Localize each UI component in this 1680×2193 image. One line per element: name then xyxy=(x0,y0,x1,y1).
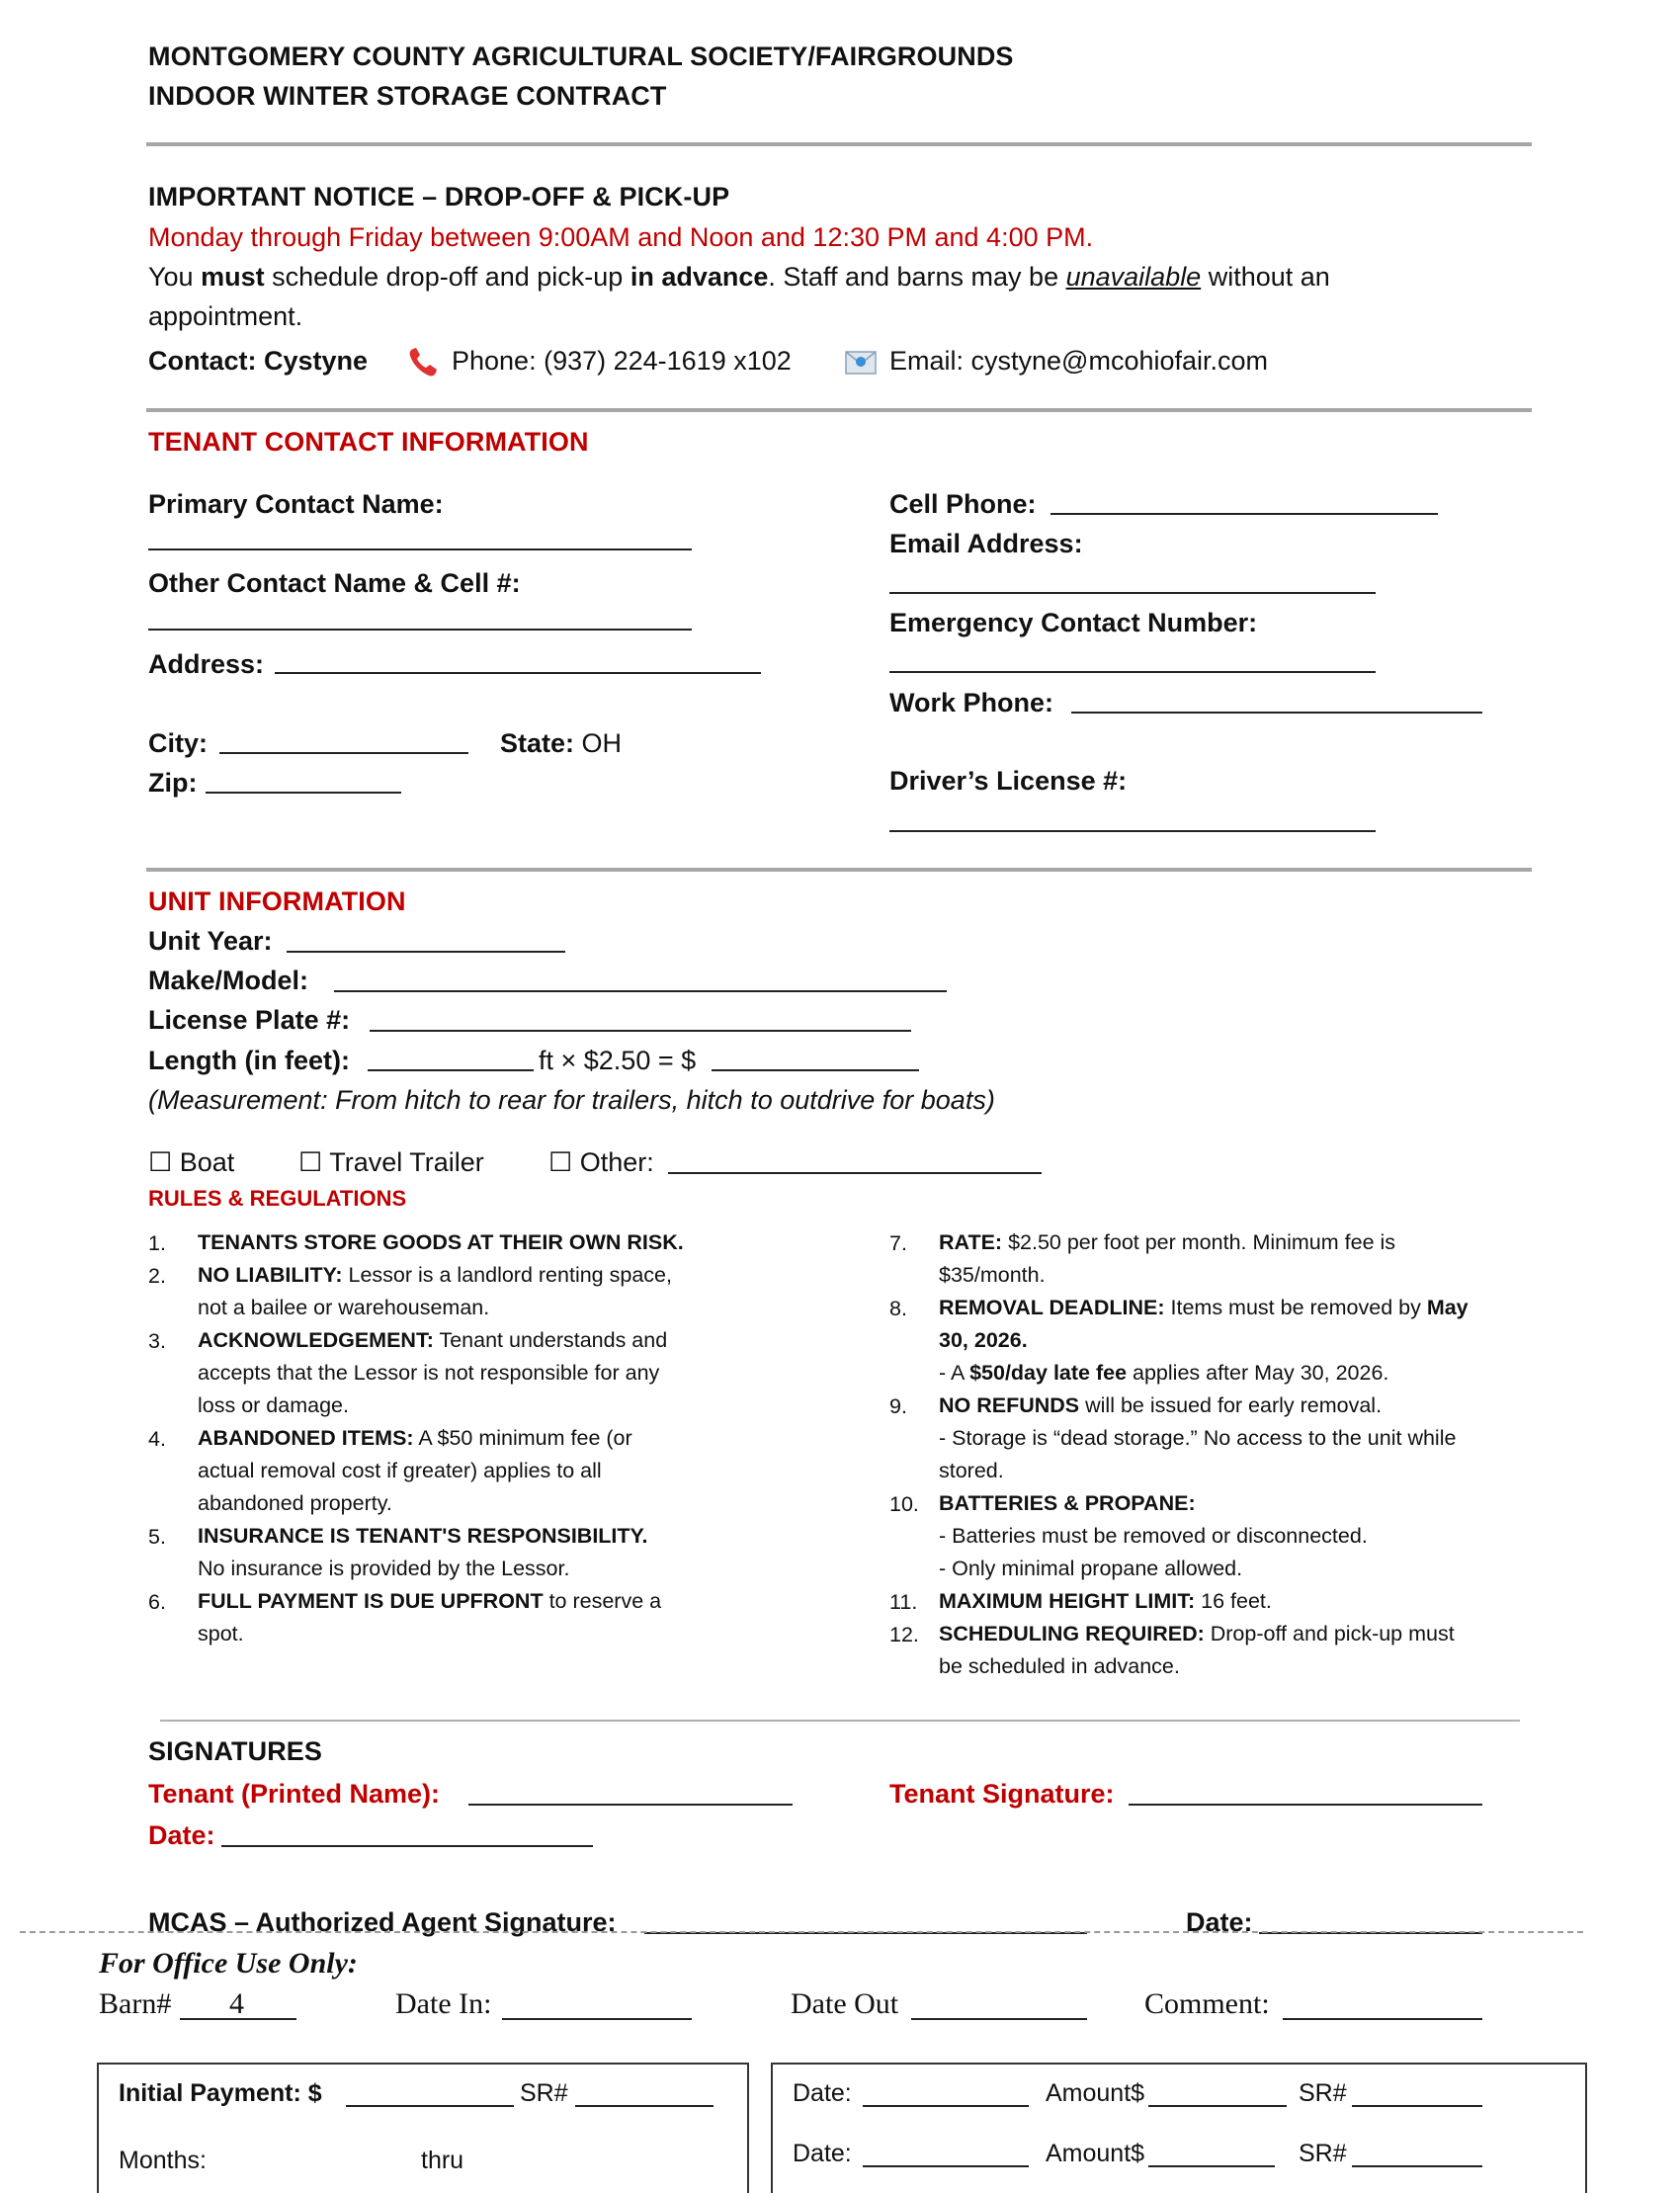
unit-year-field[interactable] xyxy=(287,951,565,953)
sr2-label-2: SR# xyxy=(1299,2140,1347,2167)
rule-text: MAXIMUM HEIGHT LIMIT: 16 feet. xyxy=(939,1589,1272,1613)
rule-number: 2. xyxy=(148,1264,166,1288)
months-label: Months: xyxy=(119,2147,207,2174)
rule-number: 3. xyxy=(148,1329,166,1353)
rule-text: ABANDONED ITEMS: A $50 minimum fee (or actual removal cost if greater) applies to all abandoned property. xyxy=(198,1426,632,1515)
date-in-label: Date In: xyxy=(395,1987,492,2020)
payment-date-field[interactable] xyxy=(863,2105,1029,2107)
make-model-field[interactable] xyxy=(334,990,947,992)
comment-label: Comment: xyxy=(1144,1987,1270,2020)
sr-field[interactable] xyxy=(575,2105,714,2107)
work-phone-field[interactable] xyxy=(1071,712,1482,714)
thru-label: thru xyxy=(421,2147,464,2174)
other-field[interactable] xyxy=(668,1172,1042,1174)
rule-number: 7. xyxy=(889,1231,907,1255)
drivers-license-field[interactable] xyxy=(889,830,1376,832)
agent-date-label: Date: xyxy=(1186,1907,1253,1937)
office-use-title: For Office Use Only: xyxy=(99,1947,358,1980)
drivers-license-label: Driver’s License #: xyxy=(889,766,1128,796)
length-label: Length (in feet): xyxy=(148,1046,350,1075)
unit-section-title: UNIT INFORMATION xyxy=(148,886,406,916)
rule-text: REMOVAL DEADLINE: Items must be removed by May 30, 2026. - A $50/day late fee applies after May 30, 2026. xyxy=(939,1296,1469,1385)
rule-text: NO LIABILITY: Lessor is a landlord renting space, not a bailee or warehouseman. xyxy=(198,1263,672,1319)
email-address-field[interactable] xyxy=(889,592,1376,594)
rule-number: 9. xyxy=(889,1394,907,1418)
rule-text: TENANTS STORE GOODS AT THEIR OWN RISK. xyxy=(198,1230,684,1254)
state-field[interactable]: State: OH xyxy=(500,728,623,758)
measurement-note: (Measurement: From hitch to rear for trailers, hitch to outdrive for boats) xyxy=(148,1085,995,1115)
divider xyxy=(146,142,1532,146)
tenant-section-title: TENANT CONTACT INFORMATION xyxy=(148,427,589,457)
agent-signature-label: MCAS – Authorized Agent Signature: xyxy=(148,1907,617,1937)
rule-text: RATE: $2.50 per foot per month. Minimum fee is $35/month. xyxy=(939,1230,1396,1287)
other-contact-field[interactable] xyxy=(148,629,692,631)
sr-label: SR# xyxy=(520,2079,568,2107)
tenant-printed-field[interactable] xyxy=(468,1804,793,1806)
tenant-printed-label: Tenant (Printed Name): xyxy=(148,1779,441,1809)
rule-number: 1. xyxy=(148,1231,166,1255)
cut-line xyxy=(20,1931,1583,1933)
license-plate-label: License Plate #: xyxy=(148,1005,351,1035)
length-field[interactable] xyxy=(368,1069,534,1071)
barn-label: Barn# xyxy=(99,1987,172,2020)
address-field[interactable] xyxy=(275,672,761,674)
signatures-title: SIGNATURES xyxy=(148,1736,323,1766)
contact-phone[interactable]: Phone: (937) 224-1619 x102 xyxy=(452,346,792,376)
rule-number: 11. xyxy=(889,1590,918,1614)
notice-appointment: appointment. xyxy=(148,301,303,331)
telephone-icon xyxy=(406,346,440,380)
cell-phone-field[interactable] xyxy=(1050,513,1438,515)
initial-payment-label: Initial Payment: $ xyxy=(119,2079,322,2107)
contract-title: INDOOR WINTER STORAGE CONTRACT xyxy=(148,81,667,111)
contact-name: Contact: Cystyne xyxy=(148,346,369,376)
address-label: Address: xyxy=(148,649,265,679)
total-field[interactable] xyxy=(712,1069,919,1071)
date-label: Date: xyxy=(148,1820,215,1850)
rule-number: 10. xyxy=(889,1492,919,1516)
other-contact-label: Other Contact Name & Cell #: xyxy=(148,568,521,598)
notice-title: IMPORTANT NOTICE – DROP-OFF & PICK-UP xyxy=(148,182,730,211)
city-label: City: xyxy=(148,728,208,758)
date-out-label: Date Out xyxy=(791,1987,899,2020)
barn-field[interactable] xyxy=(180,2018,296,2020)
date-in-field[interactable] xyxy=(502,2018,692,2020)
rule-text: ACKNOWLEDGEMENT: Tenant understands and accepts that the Lessor is not responsible for any loss or damage. xyxy=(198,1328,668,1417)
city-field[interactable] xyxy=(219,752,468,754)
rule-text: INSURANCE IS TENANT'S RESPONSIBILITY. No insurance is provided by the Lessor. xyxy=(198,1524,648,1580)
rule-text: BATTERIES & PROPANE: - Batteries must be removed or disconnected. - Only minimal propane allowed. xyxy=(939,1491,1368,1580)
amount-field[interactable] xyxy=(1148,2105,1287,2107)
work-phone-label: Work Phone: xyxy=(889,688,1054,717)
make-model-label: Make/Model: xyxy=(148,966,309,995)
rule-number: 5. xyxy=(148,1525,166,1549)
rule-text: NO REFUNDS will be issued for early removal. - Storage is “dead storage.” No access to the unit while stored. xyxy=(939,1393,1457,1482)
zip-label: Zip: xyxy=(148,768,198,798)
sr2-label: SR# xyxy=(1299,2079,1347,2107)
org-title: MONTGOMERY COUNTY AGRICULTURAL SOCIETY/FAIRGROUNDS xyxy=(148,42,1014,71)
cell-phone-label: Cell Phone: xyxy=(889,489,1037,519)
boat-checkbox[interactable]: ☐ Boat xyxy=(148,1147,235,1177)
notice-schedule-text: You must schedule drop-off and pick-up in advance. Staff and barns may be unavailable without an xyxy=(148,262,1330,292)
amount-field-2[interactable] xyxy=(1148,2165,1275,2167)
email-address-label: Email Address: xyxy=(889,529,1083,558)
payment-date-field-2[interactable] xyxy=(863,2165,1029,2167)
envelope-icon xyxy=(844,348,878,378)
divider xyxy=(160,1720,1520,1722)
initial-payment-field[interactable] xyxy=(346,2105,514,2107)
unit-year-label: Unit Year: xyxy=(148,926,273,956)
primary-contact-field[interactable] xyxy=(148,548,692,550)
other-checkbox[interactable]: ☐ Other: xyxy=(548,1147,654,1177)
payments-box xyxy=(771,2063,1587,2193)
travel-trailer-checkbox[interactable]: ☐ Travel Trailer xyxy=(298,1147,484,1177)
rules-title: RULES & REGULATIONS xyxy=(148,1186,407,1211)
amount-label: Amount$ xyxy=(1046,2079,1145,2107)
zip-field[interactable] xyxy=(206,792,401,794)
tenant-signature-field[interactable] xyxy=(1129,1804,1482,1806)
rule-text: SCHEDULING REQUIRED: Drop-off and pick-up must be scheduled in advance. xyxy=(939,1622,1455,1678)
sr2-field[interactable] xyxy=(1352,2105,1482,2107)
amount-label-2: Amount$ xyxy=(1046,2140,1145,2167)
primary-contact-label: Primary Contact Name: xyxy=(148,489,444,519)
divider xyxy=(146,408,1532,412)
emergency-contact-label: Emergency Contact Number: xyxy=(889,608,1258,637)
barn-value[interactable]: 4 xyxy=(229,1987,244,2020)
payment-date-label: Date: xyxy=(793,2079,852,2107)
rate-formula: ft × $2.50 = $ xyxy=(539,1046,697,1075)
rule-number: 8. xyxy=(889,1297,907,1320)
contact-email[interactable]: Email: cystyne@mcohiofair.com xyxy=(889,346,1269,376)
divider xyxy=(146,868,1532,872)
comment-field[interactable] xyxy=(1283,2018,1482,2020)
rule-number: 12. xyxy=(889,1623,919,1646)
date-field[interactable] xyxy=(221,1845,593,1847)
notice-hours: Monday through Friday between 9:00AM and Noon and 12:30 PM and 4:00 PM. xyxy=(148,222,1094,252)
sr2-field-2[interactable] xyxy=(1352,2165,1482,2167)
tenant-signature-label: Tenant Signature: xyxy=(889,1779,1115,1809)
rule-number: 6. xyxy=(148,1590,166,1614)
license-plate-field[interactable] xyxy=(370,1030,911,1032)
rule-text: FULL PAYMENT IS DUE UPFRONT to reserve a spot. xyxy=(198,1589,662,1645)
date-out-field[interactable] xyxy=(911,2018,1087,2020)
payment-date-label-2: Date: xyxy=(793,2140,852,2167)
rule-number: 4. xyxy=(148,1427,166,1451)
emergency-contact-field[interactable] xyxy=(889,671,1376,673)
